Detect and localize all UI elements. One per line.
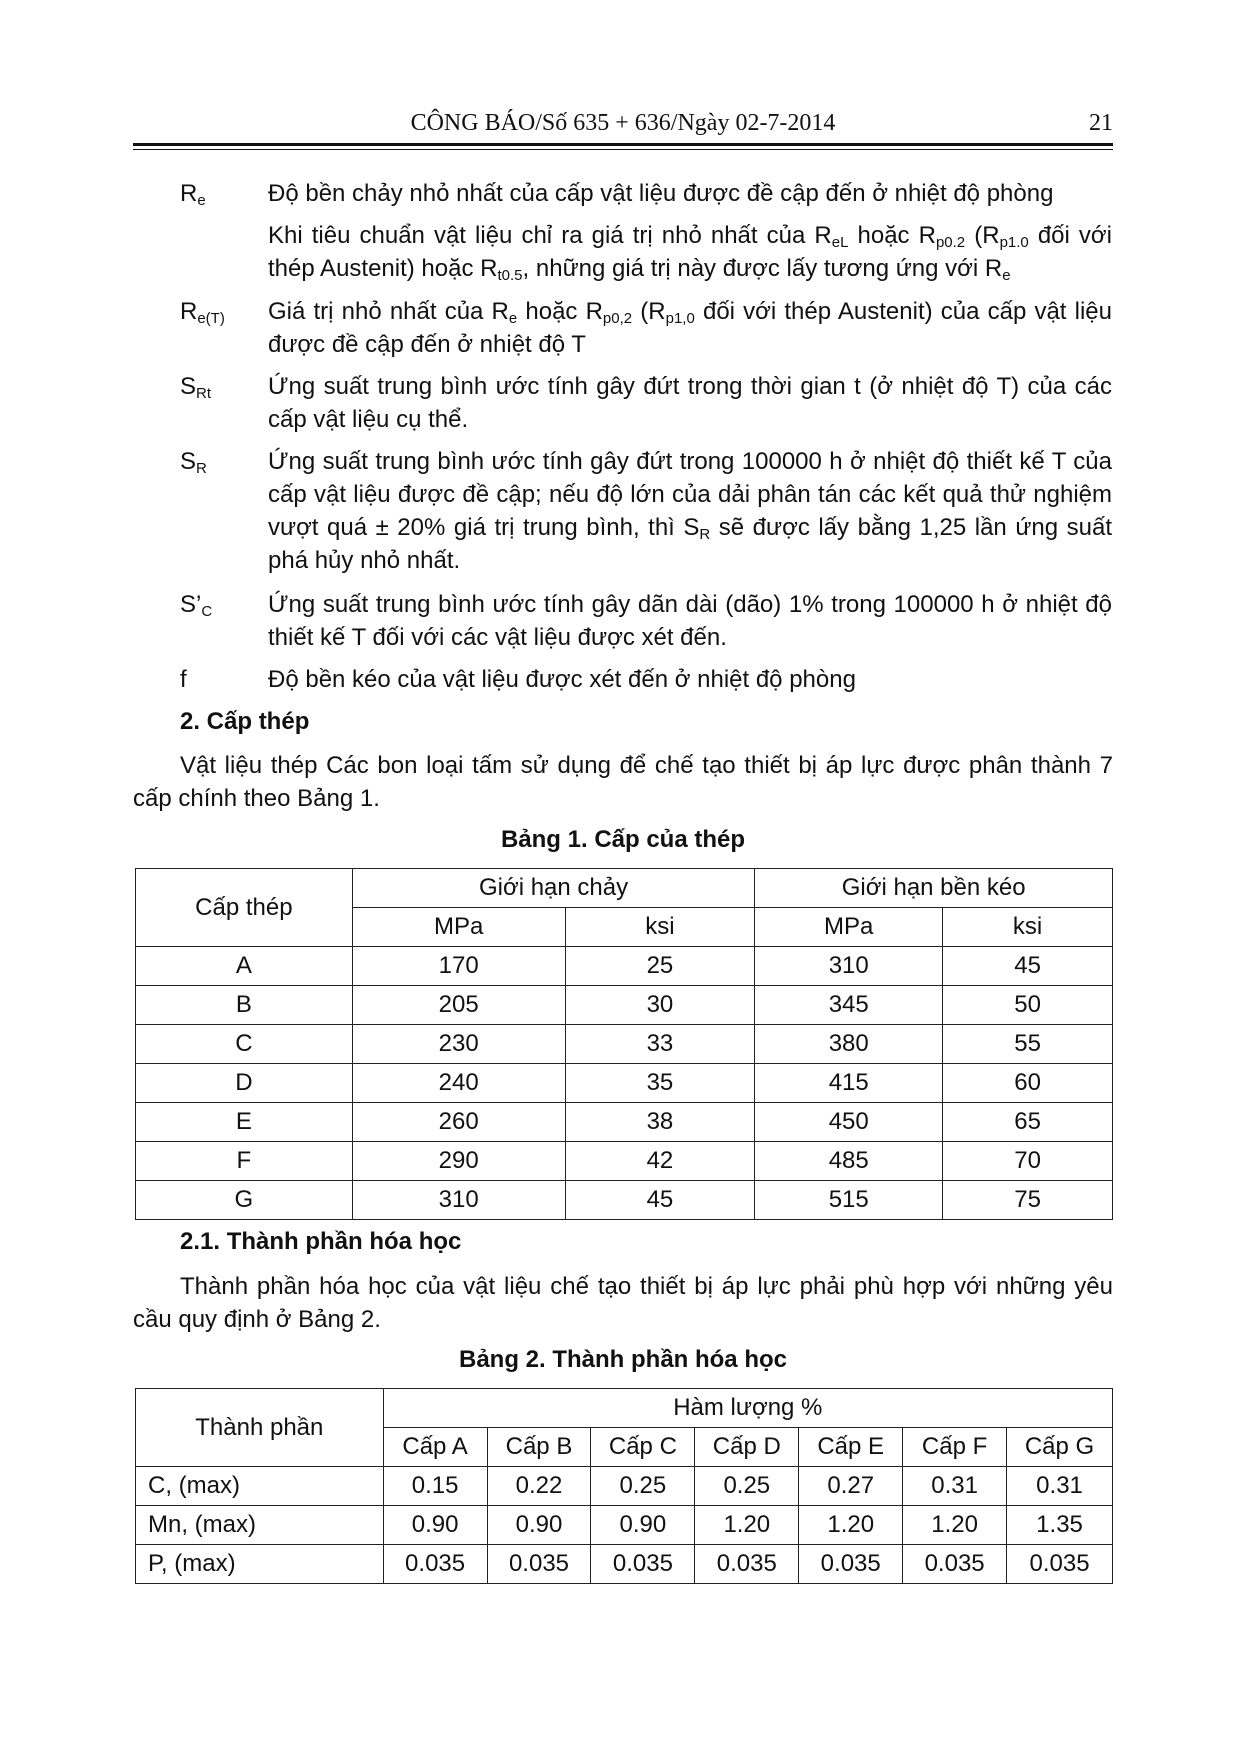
definition-text: Độ bền kéo của vật liệu được xét đến ở nhiệt độ phòng [268,666,856,693]
table-cell: 30 [565,986,755,1025]
page-number: 21 [1089,110,1113,136]
table-cell: 0.035 [903,1545,1007,1584]
header-tensile-strength: Giới hạn bền kéo [755,869,1113,908]
table-row [136,1142,1113,1181]
table-row [136,1064,1113,1103]
table-cell: A [136,947,353,986]
table-cell: 515 [755,1181,943,1220]
table-cell: 0.035 [799,1545,903,1584]
grade-header: Cấp E [799,1428,903,1467]
definition-symbol: $S_{Rt}$ [180,373,212,402]
table-cell: 70 [943,1142,1113,1181]
table-cell: 0.27 [799,1467,903,1506]
table-cell: 0.31 [903,1467,1007,1506]
definition-re [180,177,1112,285]
chemical-composition-table [135,1388,1113,1584]
section-paragraph: Vật liệu thép Các bon loại tấm sử dụng để chế tạo thiết bị áp lực được phân thành 7 cấp chính theo Bảng 1. [133,752,1113,812]
definition-text: Ứng suất trung bình ước tính gây đứt trong thời gian t (ở nhiệt độ T) của các cấp vật liệu cụ thể. [268,373,1112,433]
grade-header: Cấp F [903,1428,1007,1467]
table-cell: 75 [943,1181,1113,1220]
table-cell: 1.35 [1007,1506,1113,1545]
table-cell: 260 [352,1103,565,1142]
page-header [133,108,1113,144]
header-rule-thick [133,143,1113,146]
grade-header: Cấp D [695,1428,799,1467]
definition-symbol: $R_e$ [180,180,206,209]
table-cell: 380 [755,1025,943,1064]
table-cell: 485 [755,1142,943,1181]
table-cell: 205 [352,986,565,1025]
table-cell: 0.31 [1007,1467,1113,1506]
table-row [136,1025,1113,1064]
table-cell: 0.90 [591,1506,695,1545]
table-cell: 0.25 [591,1467,695,1506]
table-cell: 310 [755,947,943,986]
unit-header: MPa [755,908,943,947]
definition-symbol: f [180,666,187,693]
steel-grade-table [135,868,1113,1220]
table-cell: 35 [565,1064,755,1103]
definition-text: Ứng suất trung bình ước tính gây dãn dài (dão) 1% trong 100000 h ở nhiệt độ thiết kế T đối với các vật liệu được xét đến. [268,591,1112,651]
table-cell: 45 [565,1181,755,1220]
table-cell: 450 [755,1103,943,1142]
definition-text: Giá trị nhỏ nhất của $R_e$ hoặc $R_{p0,2}$ ($R_{p1,0}$ đối với thép Austenit) của cấp vật liệu được đề cập đến ở nhiệt độ T [268,298,1112,358]
definition-re-t [180,295,1112,361]
table-row [136,1545,1113,1584]
table-cell: F [136,1142,353,1181]
definition-text: Độ bền chảy nhỏ nhất của cấp vật liệu được đề cập đến ở nhiệt độ phòng Khi tiêu chuẩn vật liệu chỉ ra giá trị nhỏ nhất của $R_{eL}$ hoặc $R_{p0.2}$ ($R_{p1.0}$ đối với thép Austenit) hoặc $R_{t0.5}$, những giá trị này được lấy tương ứng với $R_e$ [268,180,1112,284]
table-cell: 1.20 [903,1506,1007,1545]
table-cell: 0.035 [1007,1545,1113,1584]
table-cell: 0.90 [487,1506,591,1545]
subsection-paragraph: Thành phần hóa học của vật liệu chế tạo thiết bị áp lực phải phù hợp với những yêu cầu quy định ở Bảng 2. [133,1273,1113,1333]
header-grade: Cấp thép [136,869,353,947]
table-cell: G [136,1181,353,1220]
table-cell: 240 [352,1064,565,1103]
header-component: Thành phần [136,1389,384,1467]
table-cell: 25 [565,947,755,986]
table-cell: E [136,1103,353,1142]
table-cell: 45 [943,947,1113,986]
table-cell: C [136,1025,353,1064]
table-cell: 1.20 [695,1506,799,1545]
section-heading: 2. Cấp thép [180,708,310,735]
grade-header: Cấp G [1007,1428,1113,1467]
table-cell: 1.20 [799,1506,903,1545]
table-row [136,986,1113,1025]
table-cell: 0.035 [695,1545,799,1584]
definition-sc [180,588,1112,654]
definition-srt [180,370,1112,436]
table-cell: D [136,1064,353,1103]
table-row [136,947,1113,986]
table-cell: 0.15 [383,1467,487,1506]
table-cell: 230 [352,1025,565,1064]
unit-header: MPa [352,908,565,947]
header-content-percent: Hàm lượng % [383,1389,1112,1428]
table2-caption: Bảng 2. Thành phần hóa học [458,1346,787,1373]
table-row [136,1467,1113,1506]
unit-header: ksi [565,908,755,947]
table-cell: 0.035 [487,1545,591,1584]
definition-symbol: $R_{e(T)}$ [180,298,225,327]
definition-symbol: $S’_C$ [180,591,213,620]
header-rule-thin [133,149,1113,150]
table-cell: 0.035 [591,1545,695,1584]
table-cell: P, (max) [136,1545,384,1584]
definition-sr [180,445,1112,577]
table-cell: 42 [565,1142,755,1181]
definition-symbol: $S_R$ [180,448,207,477]
table-cell: 0.90 [383,1506,487,1545]
table-cell: 290 [352,1142,565,1181]
table1-caption: Bảng 1. Cấp của thép [500,826,746,853]
table-row [136,1181,1113,1220]
table-cell: 170 [352,947,565,986]
unit-header: ksi [943,908,1113,947]
table-row [136,1506,1113,1545]
subsection-heading: 2.1. Thành phần hóa học [180,1228,462,1255]
table-cell: 310 [352,1181,565,1220]
table-cell: 55 [943,1025,1113,1064]
table-cell: 0.22 [487,1467,591,1506]
table-cell: 0.035 [383,1545,487,1584]
table-cell: 345 [755,986,943,1025]
table-cell: 38 [565,1103,755,1142]
table-cell: 0.25 [695,1467,799,1506]
table-cell: C, (max) [136,1467,384,1506]
grade-header: Cấp A [383,1428,487,1467]
table-cell: Mn, (max) [136,1506,384,1545]
grade-header: Cấp C [591,1428,695,1467]
table-cell: 60 [943,1064,1113,1103]
table-cell: 33 [565,1025,755,1064]
table-row [136,1103,1113,1142]
table-cell: 415 [755,1064,943,1103]
table-cell: B [136,986,353,1025]
header-yield-strength: Giới hạn chảy [352,869,755,908]
table-cell: 50 [943,986,1113,1025]
header-title: CÔNG BÁO/Số 635 + 636/Ngày 02-7-2014 [410,110,836,136]
table-cell: 65 [943,1103,1113,1142]
grade-header: Cấp B [487,1428,591,1467]
definition-f [180,663,1112,696]
definition-text: Ứng suất trung bình ước tính gây đứt trong 100000 h ở nhiệt độ thiết kế T của cấp vật liệu được đề cập; nếu độ lớn của dải phân tán các kết quả thử nghiệm vượt quá ± 20% giá trị trung bình, thì $S_R$ sẽ được lấy bằng 1,25 lần ứng suất phá hủy nhỏ nhất. [268,448,1112,574]
